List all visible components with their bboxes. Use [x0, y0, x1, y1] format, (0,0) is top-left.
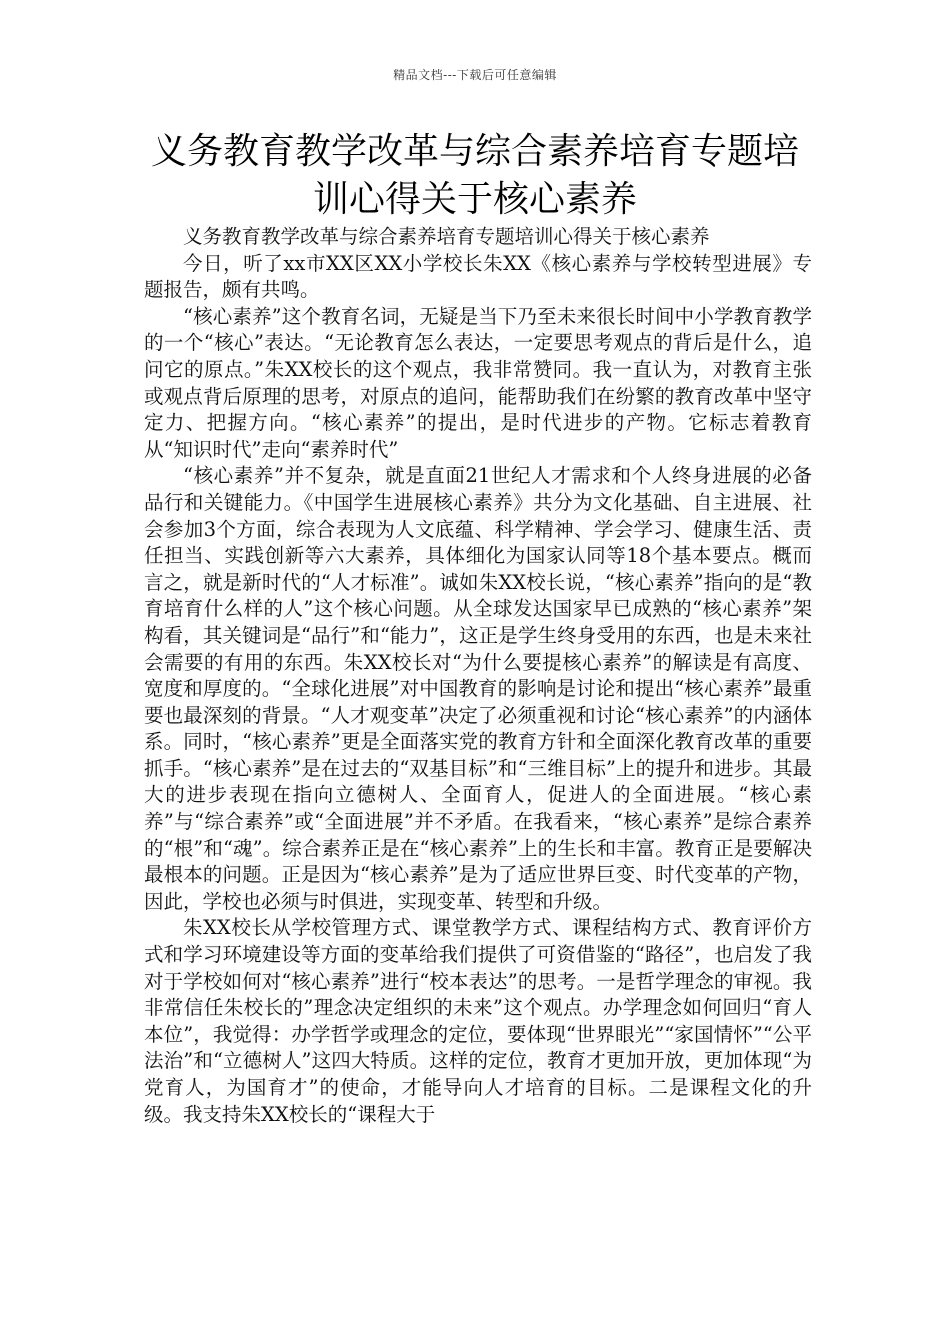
- document-title: 义务教育教学改革与综合素养培育专题培训心得关于核心素养: [150, 131, 799, 220]
- paragraph: 今日，听了xx市XX区XX小学校长朱XX《核心素养与学校转型进展》专题报告，颇有共鸣。: [144, 251, 812, 302]
- paragraph: 朱XX校长从学校管理方式、课堂教学方式、课程结构方式、教育评价方式和学习环境建设等方面的变革给我们提供了可资借鉴的“路径”，也启发了我对于学校如何对“核心素养”进行“校本表达”的思考。一是哲学理念的审视。我非常信任朱校长的”理念决定组织的未来”这个观点。办学理念如何回归“育人本位”，我觉得：办学哲学或理念的定位，要体现“世界眼光”“家国情怀”“公平法治”和“立德树人”这四大特质。这样的定位，教育才更加开放，更加体现“为党育人，为国育才”的使命，才能导向人才培育的目标。二是课程文化的升级。我支持朱XX校长的“课程大于: [144, 916, 812, 1126]
- paragraph: “核心素养”并不复杂，就是直面21世纪人才需求和个人终身进展的必备品行和关键能力。《中国学生进展核心素养》共分为文化基础、自主进展、社会参加3个方面，综合表现为人文底蕴、科学精神、学会学习、健康生活、责任担当、实践创新等六大素养，具体细化为国家认同等18个基本要点。概而言之，就是新时代的“人才标准”。诚如朱XX校长说，“核心素养”指向的是“教育培育什么样的人”这个核心问题。从全球发达国家早已成熟的“核心素养”架构看，其关键词是“品行”和“能力”，这正是学生终身受用的东西，也是未来社会需要的有用的东西。朱XX校长对“为什么要提核心素养”的解读是有高度、宽度和厚度的。“全球化进展”对中国教育的影响是讨论和提出“核心素养”最重要也最深刻的背景。“人才观变革”决定了必须重视和讨论“核心素养”的内涵体系。同时，“核心素养”更是全面落实党的教育方针和全面深化教育改革的重要抓手。“核心素养”是在过去的“双基目标”和“三维目标”上的提升和进步。其最大的进步表现在指向立德树人、全面育人，促进人的全面进展。“核心素养”与“综合素养”或“全面进展”并不矛盾。在我看来，“核心素养”是综合素养的“根”和“魂”。综合素养正是在“核心素养”上的生长和丰富。教育正是要解决最根本的问题。正是因为“核心素养”是为了适应世界巨变、时代变革的产物，因此，学校也必须与时俱进，实现变革、转型和升级。: [144, 464, 812, 913]
- page-header: 精品文档---下载后可任意编辑: [393, 68, 557, 82]
- paragraph: “核心素养”这个教育名词，无疑是当下乃至未来很长时间中小学教育教学的一个“核心”表达。“无论教育怎么表达，一定要思考观点的背后是什么，追问它的原点。”朱XX校长的这个观点，我非常赞同。我一直认为，对教育主张或观点背后原理的思考，对原点的追问，能帮助我们在纷繁的教育改革中坚守定力、把握方向。“核心素养”的提出，是时代进步的产物。它标志着教育从“知识时代”走向“素养时代”: [144, 304, 812, 461]
- paragraph-subtitle: 义务教育教学改革与综合素养培育专题培训心得关于核心素养: [183, 225, 710, 248]
- document-body: [144, 224, 812, 1128]
